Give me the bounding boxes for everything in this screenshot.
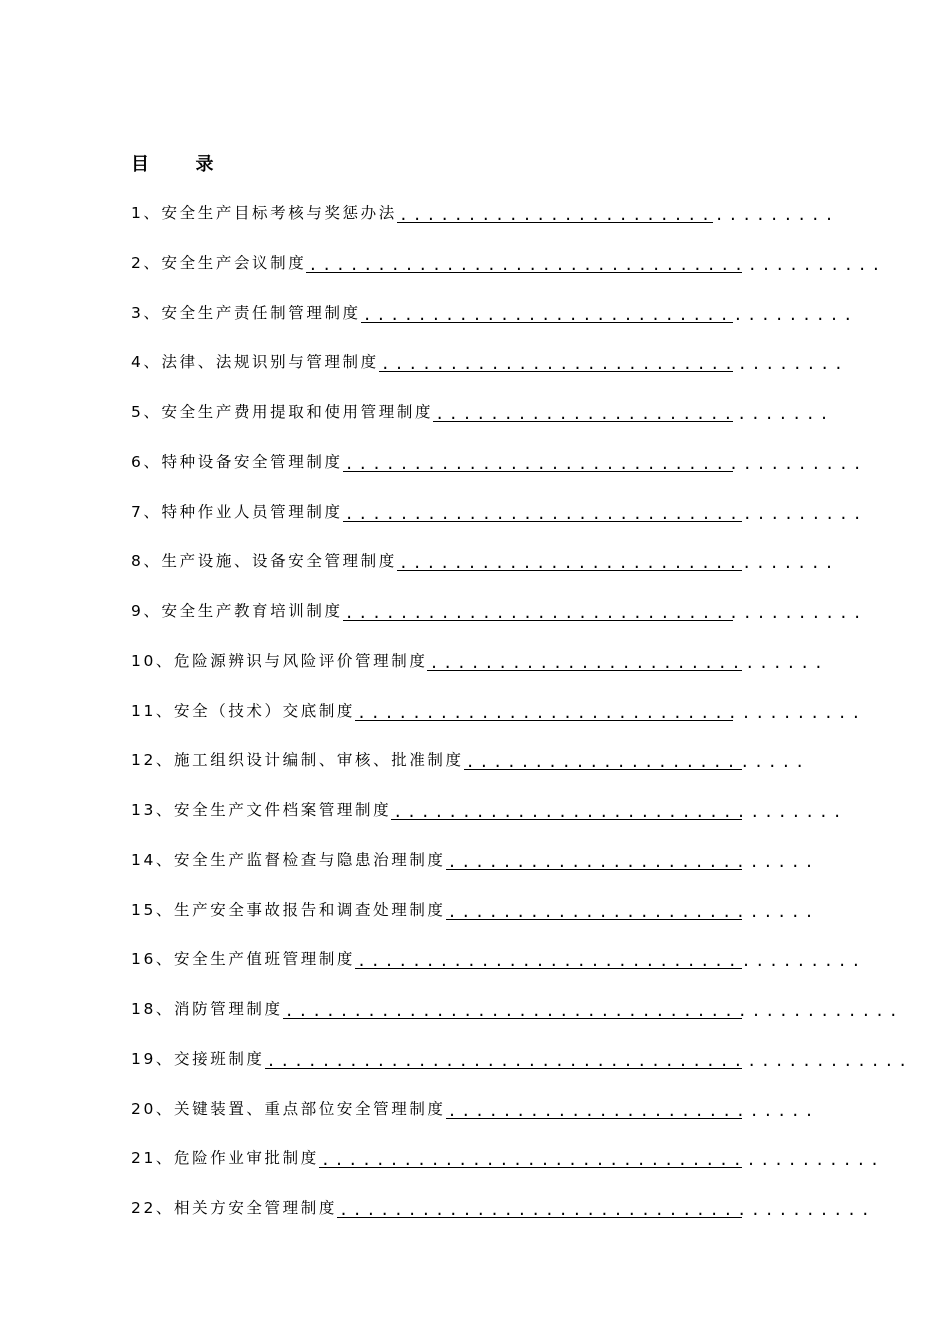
toc-leader-line: .................................... [361, 302, 733, 323]
toc-entry-label: 2、安全生产会议制度 [131, 253, 307, 272]
toc-entry[interactable] [131, 1095, 819, 1145]
toc-entry-label: 21、危险作业审批制度 [131, 1149, 319, 1168]
toc-entry[interactable] [131, 547, 839, 597]
toc-leader-line: ................................ [397, 550, 742, 571]
toc-entry[interactable] [131, 896, 819, 946]
toc-entry-label: 18、消防管理制度 [131, 1000, 283, 1018]
toc-entry-label: 16、安全生产值班管理制度 [131, 950, 356, 969]
toc-leader-line: ...................................... [343, 451, 733, 472]
toc-entry-label: 15、生产安全事故报告和调查处理制度 [131, 900, 446, 919]
toc-entry-label: 20、关键装置、重点部位安全管理制度 [131, 1099, 446, 1118]
toc-leader-line: ........................... [446, 899, 742, 920]
toc-entry[interactable] [131, 299, 857, 349]
toc-entry-label: 6、特种设备安全管理制度 [131, 452, 343, 471]
toc-entry-label: 4、法律、法规识别与管理制度 [131, 353, 379, 372]
toc-entry[interactable] [131, 199, 839, 249]
toc-entry[interactable] [131, 1045, 912, 1095]
toc-leader-line: ................................ [397, 202, 713, 223]
toc-leader-line: .................................. [379, 351, 733, 372]
toc-entry-label: 19、交接班制度 [131, 1049, 265, 1068]
toc-leader-line: ....................................... [337, 1197, 742, 1218]
toc-entry[interactable] [131, 348, 848, 398]
toc-leader-line: ..................................... [355, 700, 733, 721]
toc-entry[interactable] [131, 796, 847, 846]
toc-entry-label: 9、安全生产教育培训制度 [131, 602, 343, 620]
toc-entry[interactable] [131, 945, 866, 995]
toc-leader-line: ................................. [391, 799, 742, 820]
toc-entry-label: 10、危险源辨识与风险评价管理制度 [131, 651, 428, 670]
toc-entry[interactable] [131, 995, 903, 1045]
toc-entry[interactable] [131, 746, 809, 796]
toc-entry[interactable] [131, 249, 886, 299]
toc-entry-label: 11、安全（技术）交底制度 [131, 701, 356, 720]
toc-leader-line: ........................... [446, 1098, 742, 1119]
toc-leader-line: ............................................... [265, 1048, 742, 1069]
toc-entry-label: 8、生产设施、设备安全管理制度 [131, 552, 397, 571]
toc-entry[interactable] [131, 697, 866, 747]
toc-entry-label: 12、施工组织设计编制、审核、批准制度 [131, 751, 464, 770]
toc-leader-line: ...................................... [343, 501, 742, 522]
toc-entry-label: 7、特种作业人员管理制度 [131, 502, 343, 521]
toc-leader-line: ......................... [464, 749, 742, 770]
toc-entry[interactable] [131, 647, 828, 697]
toc-entry-label: 14、安全生产监督检查与隐患治理制度 [131, 850, 446, 869]
toc-entry-label: 13、安全生产文件档案管理制度 [131, 801, 392, 819]
toc-leader-line: ..................................... [355, 948, 742, 969]
toc-leader-line: ........................... [446, 849, 742, 870]
toc-entry-label: 5、安全生产费用提取和使用管理制度 [131, 403, 434, 421]
toc-leader-line: .......................................... [306, 252, 742, 273]
toc-leader-line: ............................................. [283, 998, 742, 1019]
toc-entry[interactable] [131, 1144, 884, 1194]
toc-entry-label: 1、安全生产目标考核与奖惩办法 [131, 204, 397, 222]
toc-entry[interactable] [131, 498, 867, 548]
toc-entry[interactable] [131, 597, 867, 647]
toc-entry-label: 22、相关方安全管理制度 [131, 1199, 337, 1217]
toc-leader-line: ............................. [433, 401, 733, 422]
toc-entry[interactable] [131, 846, 819, 896]
toc-entry[interactable] [131, 398, 834, 448]
toc-list [131, 199, 912, 1244]
toc-title: 目 录 [131, 154, 216, 175]
toc-entry[interactable] [131, 448, 867, 498]
toc-entry[interactable] [131, 1194, 875, 1244]
toc-entry-label: 3、安全生产责任制管理制度 [131, 303, 361, 322]
toc-leader-line: ...................................... [343, 600, 733, 621]
toc-leader-line: ............................. [427, 650, 742, 671]
toc-leader-line: ......................................... [319, 1147, 742, 1168]
